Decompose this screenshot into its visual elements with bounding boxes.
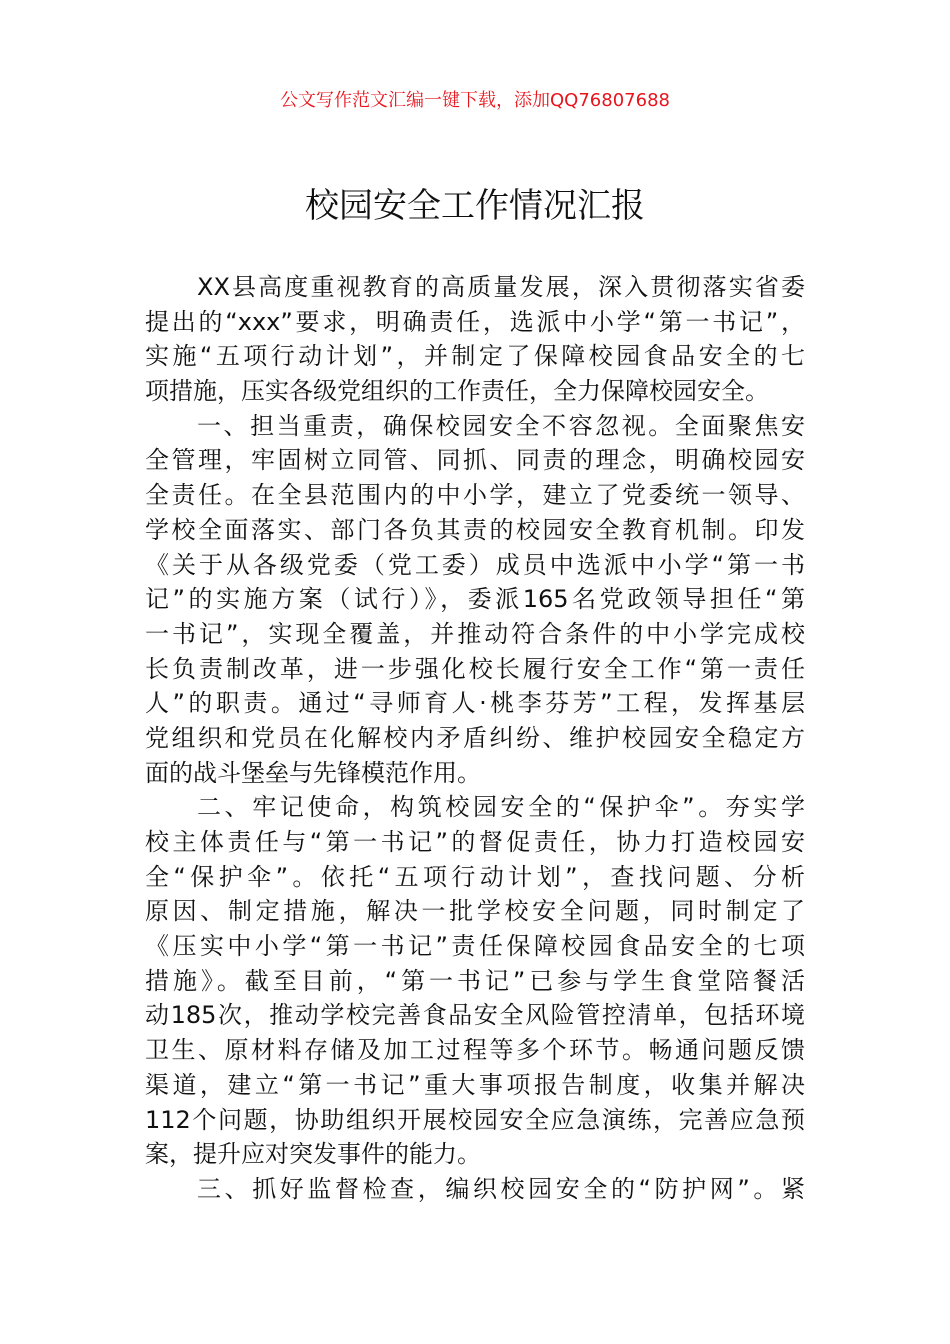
text-line: 提出的“xxx”要求，明确责任，选派中小学“第一书记”，	[145, 307, 805, 336]
document-body	[145, 270, 805, 1207]
text-line: 长负责制改革，进一步强化校长履行安全工作“第一责任	[145, 654, 805, 683]
text-line: 《压实中小学“第一书记”责任保障校园食品安全的七项	[145, 932, 805, 961]
text-line: 《关于从各级党委（党工委）成员中选派中小学“第一书	[145, 550, 805, 579]
text-line: 原因、制定措施，解决一批学校安全问题，同时制定了	[145, 897, 805, 926]
text-line: 全责任。在全县范围内的中小学，建立了党委统一领导、	[145, 481, 805, 510]
text-line: 一、担当重责，确保校园安全不容忽视。全面聚焦安	[197, 411, 805, 440]
paragraph	[145, 790, 805, 1172]
text-line: 校主体责任与“第一书记”的督促责任，协力打造校园安	[145, 828, 805, 856]
text-line: XX县高度重视教育的高质量发展，深入贯彻落实省委	[197, 273, 805, 301]
text-line: 动185次，推动学校完善食品安全风险管控清单，包括环境	[145, 1001, 805, 1030]
text-line: 渠道，建立“第一书记”重大事项报告制度，收集并解决	[145, 1070, 805, 1099]
text-line: 二、牢记使命，构筑校园安全的“保护伞”。夯实学	[197, 793, 805, 822]
text-line: 措施》。截至目前，“第一书记”已参与学生食堂陪餐活	[145, 966, 805, 995]
text-line: 案，提升应对突发事件的能力。	[145, 1140, 481, 1169]
download-banner: 公文写作范文汇编一键下载，添加QQ76807688	[280, 90, 670, 111]
text-line: 记”的实施方案（试行）》，委派165名党政领导担任“第	[145, 585, 805, 614]
text-line: 全管理，牢固树立同管、同抓、同责的理念，明确校园安	[145, 446, 805, 475]
text-line: 党组织和党员在化解校内矛盾纠纷、维护校园安全稳定方	[145, 723, 805, 752]
text-line: 全“保护伞”。依托“五项行动计划”，查找问题、分析	[145, 862, 805, 891]
text-line: 面的战斗堡垒与先锋模范作用。	[145, 758, 481, 787]
paragraph	[145, 409, 805, 791]
text-line: 一书记”，实现全覆盖，并推动符合条件的中小学完成校	[145, 619, 805, 648]
paragraph	[145, 1172, 805, 1207]
text-line: 卫生、原材料存储及加工过程等多个环节。畅通问题反馈	[145, 1036, 805, 1065]
text-line: 学校全面落实、部门各负其责的校园安全教育机制。印发	[145, 515, 805, 544]
text-line: 实施“五项行动计划”，并制定了保障校园食品安全的七	[145, 342, 805, 371]
document-title: 校园安全工作情况汇报	[305, 186, 645, 226]
text-line: 人”的职责。通过“寻师育人·桃李芬芳”工程，发挥基层	[145, 689, 805, 718]
text-line: 项措施，压实各级党组织的工作责任，全力保障校园安全。	[145, 377, 769, 406]
text-line: 三、抓好监督检查，编织校园安全的“防护网”。紧	[197, 1174, 805, 1203]
text-line: 112个问题，协助组织开展校园安全应急演练，完善应急预	[145, 1105, 805, 1134]
paragraph	[145, 270, 805, 409]
